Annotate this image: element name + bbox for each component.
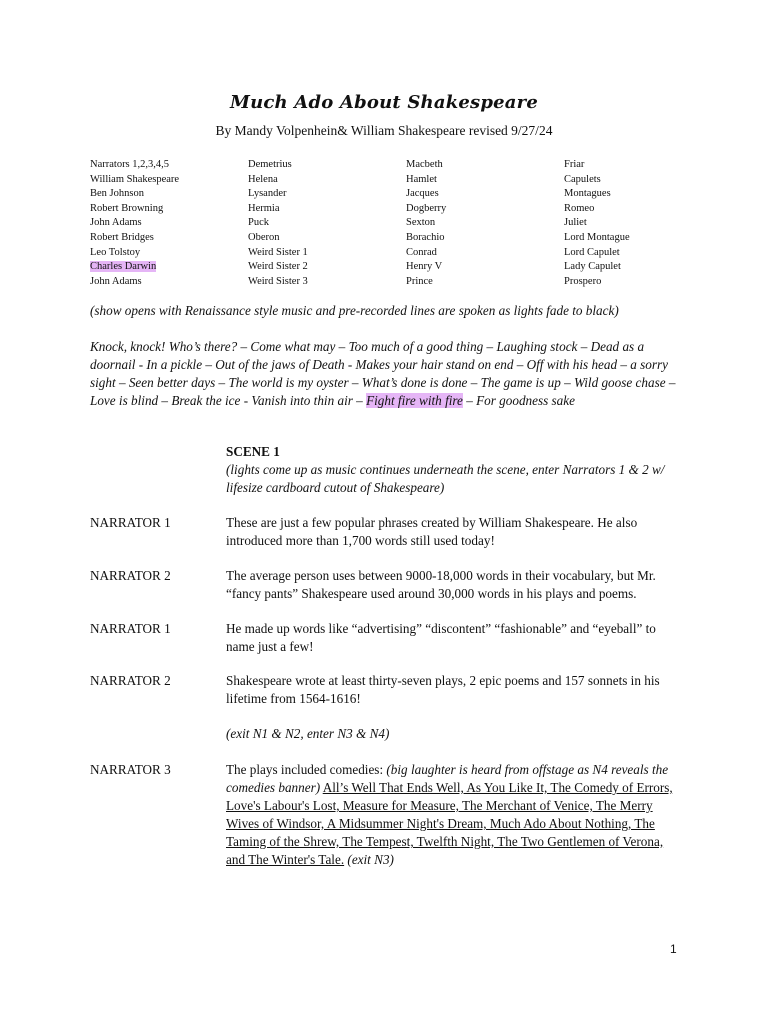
highlighted-phrase: Fight fire with fire xyxy=(366,393,463,408)
dialogue-line xyxy=(226,761,681,869)
cast-name: John Adams xyxy=(90,275,142,287)
cast-column-1 xyxy=(90,158,179,289)
cast-name: Robert Browning xyxy=(90,202,164,214)
document-title: Much Ado About Shakespeare xyxy=(229,92,539,113)
cast-name-highlighted: Charles Darwin xyxy=(90,261,157,273)
cast-name: Lady Capulet xyxy=(564,261,621,273)
speaker-name: NARRATOR 1 xyxy=(90,515,171,530)
speaker-name: NARRATOR 2 xyxy=(90,673,171,688)
cast-name: Leo Tolstoy xyxy=(90,246,141,258)
speaker-name: NARRATOR 2 xyxy=(90,568,171,583)
dialogue-line: Shakespeare wrote at least thirty-seven plays, 2 epic poems and 157 sonnets in his lifetime from 1564-1616! xyxy=(226,673,660,706)
opening-stage-direction: (show opens with Renaissance style music and pre-recorded lines are spoken as lights fade to black) xyxy=(90,303,619,318)
cast-name: Dogberry xyxy=(406,202,447,214)
cast-name: Macbeth xyxy=(406,159,443,170)
phrases-paragraph xyxy=(90,338,690,410)
exit-stage-direction: (exit N1 & N2, enter N3 & N4) xyxy=(226,726,390,741)
cast-column-3 xyxy=(406,158,446,289)
dialogue-line: He made up words like “advertising” “discontent” “fashionable” and “eyeball” to name just a few! xyxy=(226,621,656,654)
dialogue-line: The average person uses between 9000-18,000 words in their vocabulary, but Mr. “fancy pants” Shakespeare used around 30,000 words in his plays and poems. xyxy=(226,568,656,601)
cast-column-4 xyxy=(564,158,630,289)
inline-stage-direction-exit: (exit N3) xyxy=(347,852,394,867)
speaker-name: NARRATOR 1 xyxy=(90,621,171,636)
scene-stage-direction: (lights come up as music continues underneath the scene, enter Narrators 1 & 2 w/ lifesize cardboard cutout of Shakespeare) xyxy=(226,462,665,495)
cast-name: Lord Montague xyxy=(564,231,630,243)
cast-name: Borachio xyxy=(406,231,445,243)
scene-block xyxy=(226,443,681,497)
cast-name: Weird Sister 3 xyxy=(248,275,308,287)
speaker-name: NARRATOR 3 xyxy=(90,762,171,777)
cast-name: Hermia xyxy=(248,202,280,214)
cast-name: Henry V xyxy=(406,261,443,273)
byline: By Mandy Volpenhein& William Shakespeare revised 9/27/24 xyxy=(215,123,553,138)
dialogue-line: These are just a few popular phrases created by William Shakespeare. He also introduced more than 1,700 words still used today! xyxy=(226,515,638,548)
cast-name: Weird Sister 1 xyxy=(248,246,308,258)
page-number: 1 xyxy=(670,942,677,956)
inline-stage-direction: (big laughter is heard from offstage as N4 reveals the comedies banner) xyxy=(226,762,669,795)
cast-name: John Adams xyxy=(90,217,142,229)
cast-name: Juliet xyxy=(564,217,587,229)
cast-column-2 xyxy=(248,158,308,289)
cast-name: Montagues xyxy=(564,188,611,200)
cast-name: Jacques xyxy=(406,188,439,200)
cast-name: Narrators 1,2,3,4,5 xyxy=(90,159,170,170)
line-lead: The plays included comedies: xyxy=(226,762,387,777)
cast-name: Conrad xyxy=(406,246,437,258)
cast-name: Prospero xyxy=(564,275,602,287)
cast-name: Friar xyxy=(564,159,585,170)
cast-name: Ben Johnson xyxy=(90,188,144,200)
cast-name: Sexton xyxy=(406,217,436,229)
cast-name: Demetrius xyxy=(248,159,292,170)
cast-name: Romeo xyxy=(564,202,595,214)
cast-name: Capulets xyxy=(564,173,601,185)
cast-name: Prince xyxy=(406,275,433,287)
cast-name: Puck xyxy=(248,217,269,229)
phrases-text: Knock, knock! Who’s there? – Come what may – Too much of a good thing – Laughing stock – Dead as a doornail - In a pickle – Out of the jaws of Death - Makes your hair stand on end – Off with his head – a sorry sight – Seen better days – The world is my oyster – What’s done is done – The game is up – Wild goose chase – Love is blind – Break the ice - Vanish into thin air – xyxy=(90,339,676,408)
cast-name: Lord Capulet xyxy=(564,246,620,258)
scene-heading: SCENE 1 xyxy=(226,444,280,459)
cast-name: Oberon xyxy=(248,231,280,243)
cast-name: Helena xyxy=(248,173,278,185)
cast-name: Lysander xyxy=(248,188,287,200)
cast-name: Hamlet xyxy=(406,173,437,185)
cast-name: Robert Bridges xyxy=(90,231,154,243)
phrases-tail: – For goodness sake xyxy=(462,393,575,408)
comedies-list: All’s Well That Ends Well, As You Like It, The Comedy of Errors, Love's Labour's Lost, Measure for Measure, The Merchant of Venice, The Merry Wives of Windsor, A Midsummer Night's Dream, Much Ado About Nothing, The Taming of the Shrew, The Tempest, Twelfth Night, The Two Gentlemen of Verona, and The Winter's Tale. xyxy=(226,780,673,867)
cast-name: Weird Sister 2 xyxy=(248,261,308,273)
cast-name: William Shakespeare xyxy=(90,173,180,185)
